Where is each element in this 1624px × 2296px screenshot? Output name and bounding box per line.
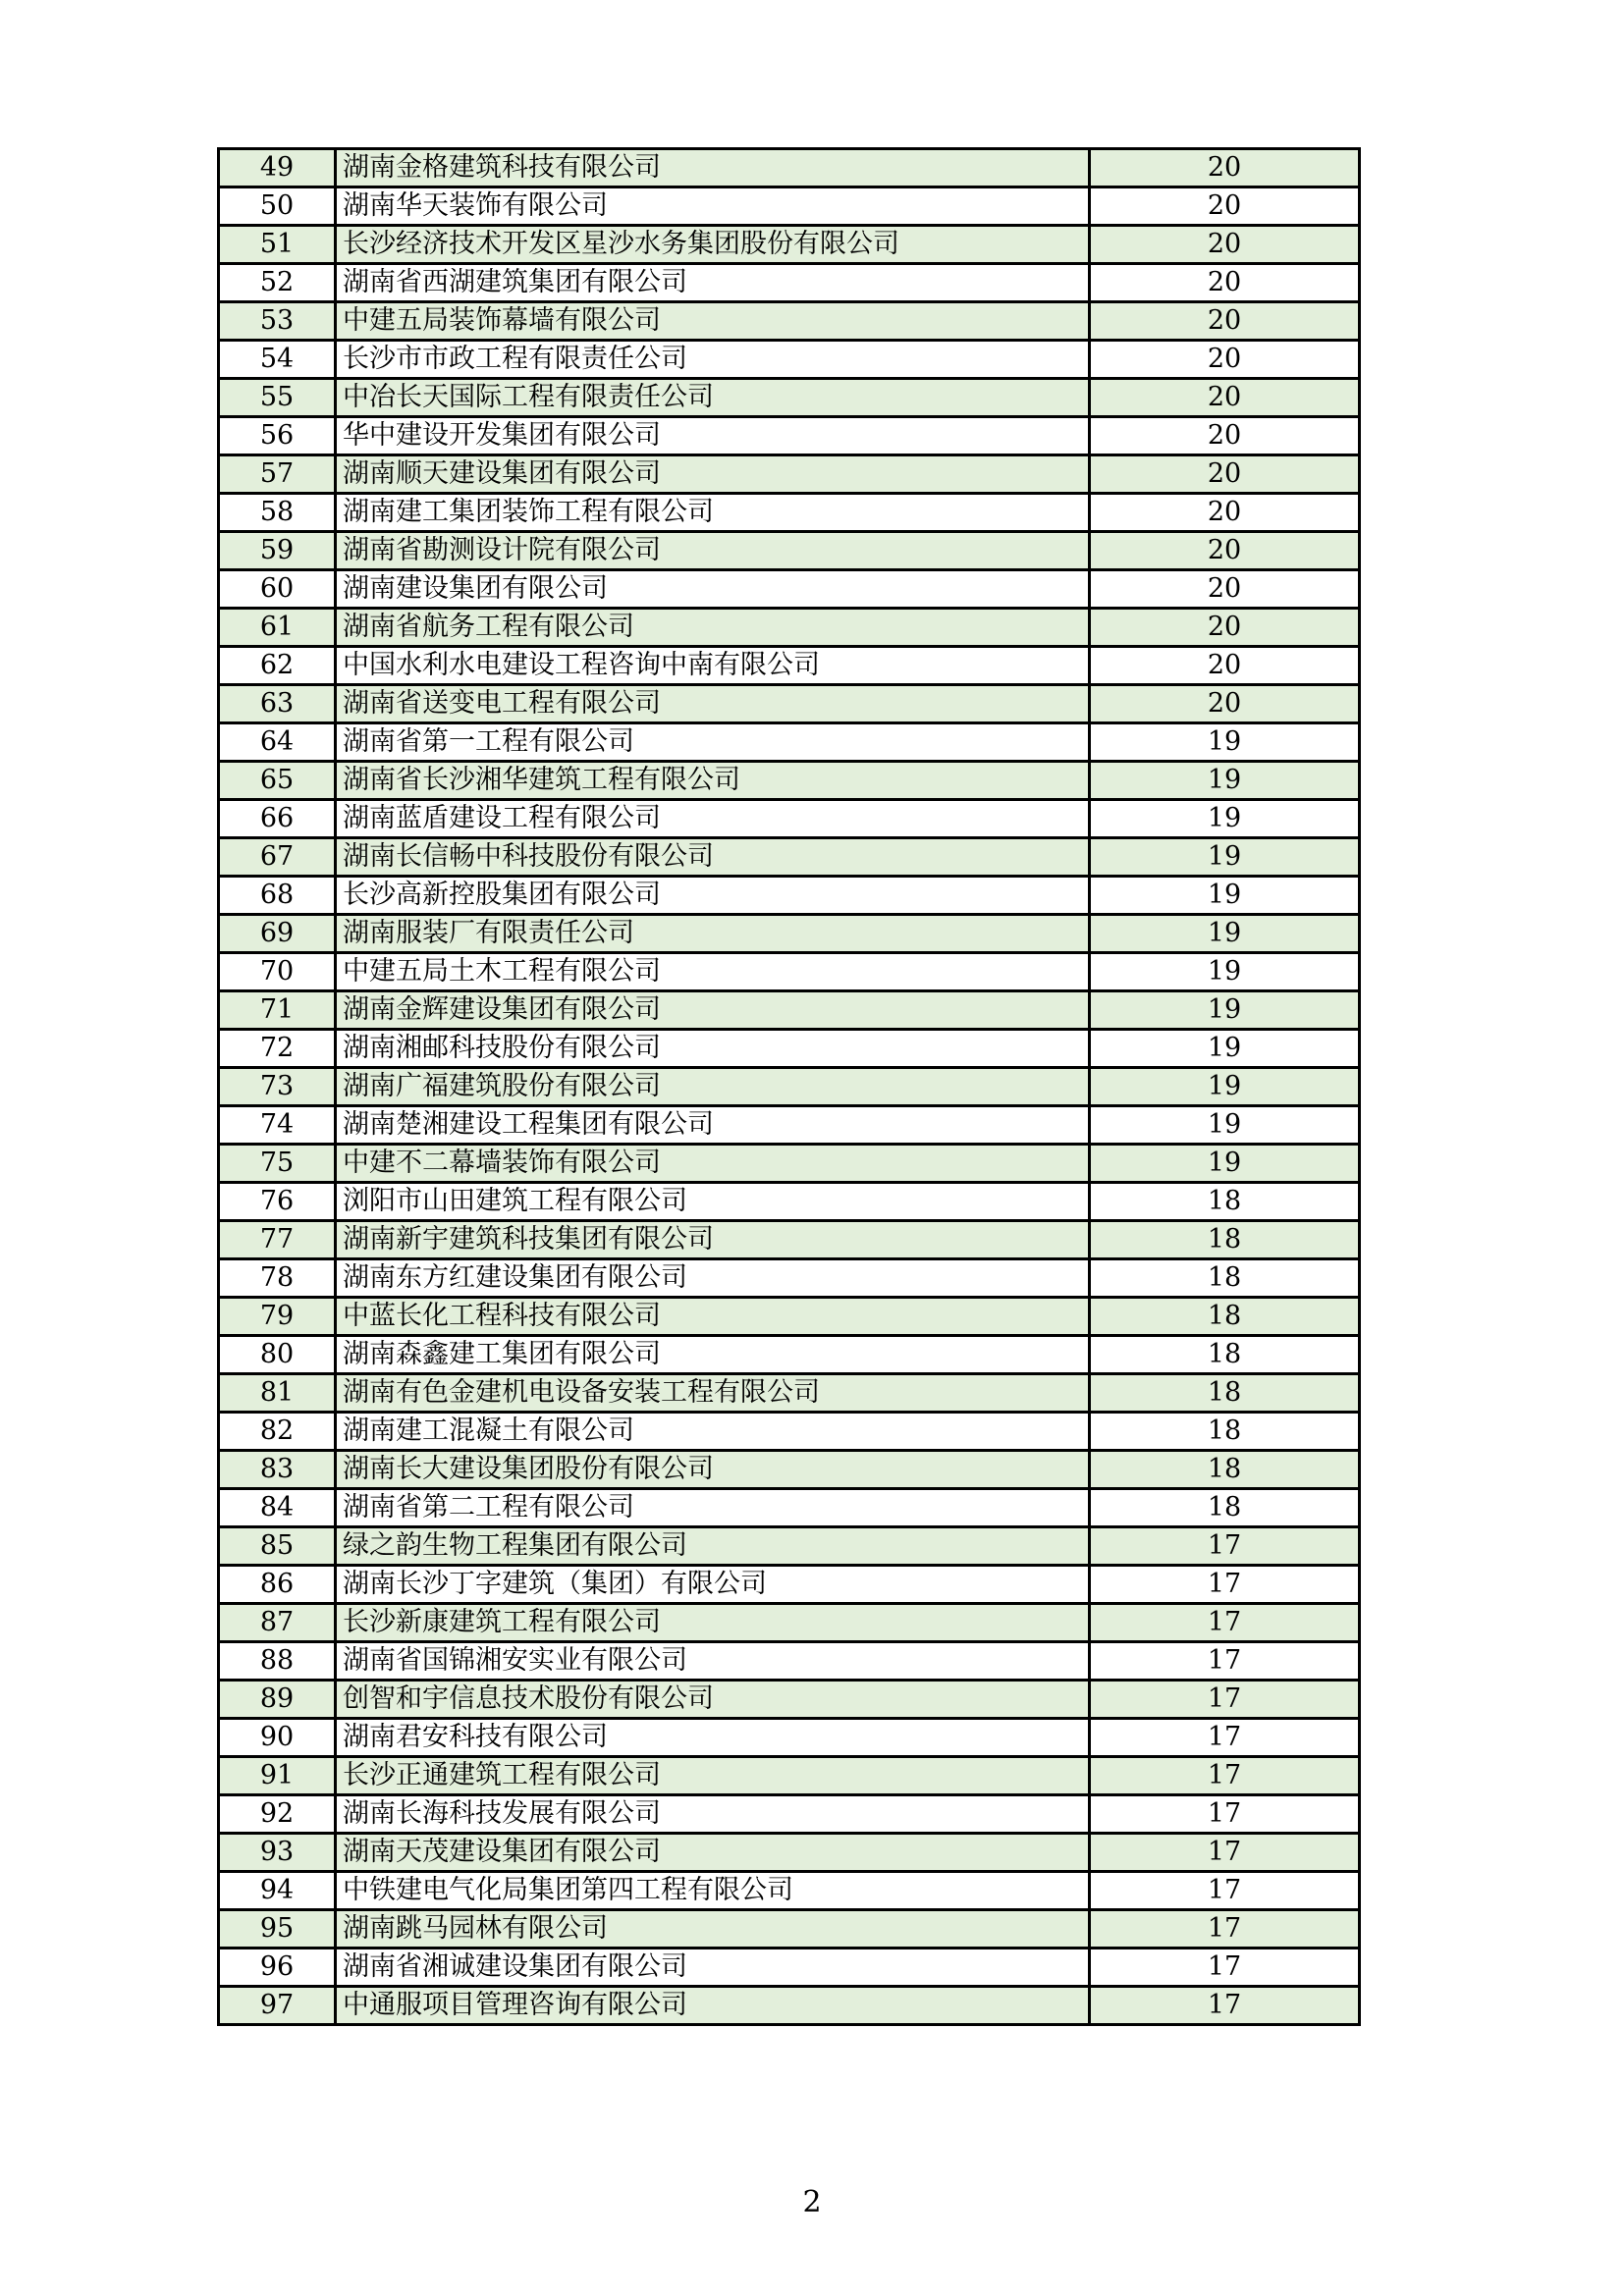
row-number-cell: 61 bbox=[219, 609, 336, 647]
company-name-cell: 中建不二幕墙装饰有限公司 bbox=[336, 1145, 1090, 1183]
score-cell: 17 bbox=[1090, 1757, 1360, 1795]
row-number-cell: 69 bbox=[219, 915, 336, 953]
score-cell: 19 bbox=[1090, 762, 1360, 800]
score-cell: 18 bbox=[1090, 1374, 1360, 1413]
company-name-cell: 绿之韵生物工程集团有限公司 bbox=[336, 1527, 1090, 1566]
table-row bbox=[219, 723, 1360, 762]
company-name-cell: 创智和宇信息技术股份有限公司 bbox=[336, 1681, 1090, 1719]
score-cell: 18 bbox=[1090, 1259, 1360, 1298]
company-name-cell: 湖南楚湘建设工程集团有限公司 bbox=[336, 1106, 1090, 1145]
score-cell: 17 bbox=[1090, 1527, 1360, 1566]
company-name-cell: 湖南顺天建设集团有限公司 bbox=[336, 455, 1090, 494]
score-cell: 19 bbox=[1090, 953, 1360, 991]
row-number-cell: 68 bbox=[219, 877, 336, 915]
score-cell: 20 bbox=[1090, 647, 1360, 685]
score-cell: 20 bbox=[1090, 685, 1360, 723]
table-row bbox=[219, 915, 1360, 953]
row-number-cell: 92 bbox=[219, 1795, 336, 1834]
row-number-cell: 52 bbox=[219, 264, 336, 302]
company-name-cell: 湖南湘邮科技股份有限公司 bbox=[336, 1030, 1090, 1068]
row-number-cell: 81 bbox=[219, 1374, 336, 1413]
company-name-cell: 湖南服装厂有限责任公司 bbox=[336, 915, 1090, 953]
table-row bbox=[219, 341, 1360, 379]
row-number-cell: 71 bbox=[219, 991, 336, 1030]
score-cell: 20 bbox=[1090, 149, 1360, 187]
table-row bbox=[219, 149, 1360, 187]
score-cell: 18 bbox=[1090, 1298, 1360, 1336]
table-row bbox=[219, 1298, 1360, 1336]
table-row bbox=[219, 455, 1360, 494]
table-row bbox=[219, 647, 1360, 685]
score-cell: 20 bbox=[1090, 417, 1360, 455]
company-name-cell: 长沙新康建筑工程有限公司 bbox=[336, 1604, 1090, 1642]
table-row bbox=[219, 1413, 1360, 1451]
company-name-cell: 湖南长海科技发展有限公司 bbox=[336, 1795, 1090, 1834]
company-name-cell: 湖南省勘测设计院有限公司 bbox=[336, 532, 1090, 570]
score-cell: 20 bbox=[1090, 264, 1360, 302]
row-number-cell: 50 bbox=[219, 187, 336, 226]
row-number-cell: 57 bbox=[219, 455, 336, 494]
company-name-cell: 中国水利水电建设工程咨询中南有限公司 bbox=[336, 647, 1090, 685]
row-number-cell: 88 bbox=[219, 1642, 336, 1681]
score-cell: 20 bbox=[1090, 379, 1360, 417]
row-number-cell: 91 bbox=[219, 1757, 336, 1795]
table-row bbox=[219, 991, 1360, 1030]
row-number-cell: 66 bbox=[219, 800, 336, 838]
row-number-cell: 63 bbox=[219, 685, 336, 723]
company-name-cell: 湖南省湘诚建设集团有限公司 bbox=[336, 1949, 1090, 1987]
company-name-cell: 中铁建电气化局集团第四工程有限公司 bbox=[336, 1872, 1090, 1910]
table-row bbox=[219, 1259, 1360, 1298]
company-name-cell: 湖南长信畅中科技股份有限公司 bbox=[336, 838, 1090, 877]
table-row bbox=[219, 800, 1360, 838]
company-name-cell: 中蓝长化工程科技有限公司 bbox=[336, 1298, 1090, 1336]
score-cell: 18 bbox=[1090, 1336, 1360, 1374]
score-cell: 19 bbox=[1090, 991, 1360, 1030]
row-number-cell: 76 bbox=[219, 1183, 336, 1221]
row-number-cell: 56 bbox=[219, 417, 336, 455]
score-cell: 17 bbox=[1090, 1681, 1360, 1719]
row-number-cell: 96 bbox=[219, 1949, 336, 1987]
table-row bbox=[219, 838, 1360, 877]
row-number-cell: 58 bbox=[219, 494, 336, 532]
row-number-cell: 85 bbox=[219, 1527, 336, 1566]
score-cell: 18 bbox=[1090, 1413, 1360, 1451]
table-row bbox=[219, 1030, 1360, 1068]
row-number-cell: 95 bbox=[219, 1910, 336, 1949]
company-name-cell: 湖南东方红建设集团有限公司 bbox=[336, 1259, 1090, 1298]
score-cell: 20 bbox=[1090, 532, 1360, 570]
row-number-cell: 78 bbox=[219, 1259, 336, 1298]
score-cell: 17 bbox=[1090, 1949, 1360, 1987]
row-number-cell: 90 bbox=[219, 1719, 336, 1757]
company-name-cell: 湖南省西湖建筑集团有限公司 bbox=[336, 264, 1090, 302]
table-row bbox=[219, 264, 1360, 302]
table-row bbox=[219, 532, 1360, 570]
table-row bbox=[219, 1145, 1360, 1183]
score-cell: 20 bbox=[1090, 226, 1360, 264]
table-row bbox=[219, 609, 1360, 647]
page-number: 2 bbox=[802, 2185, 822, 2219]
score-cell: 20 bbox=[1090, 187, 1360, 226]
company-name-cell: 湖南省第二工程有限公司 bbox=[336, 1489, 1090, 1527]
row-number-cell: 49 bbox=[219, 149, 336, 187]
company-name-cell: 中通服项目管理咨询有限公司 bbox=[336, 1987, 1090, 2025]
row-number-cell: 87 bbox=[219, 1604, 336, 1642]
score-cell: 19 bbox=[1090, 915, 1360, 953]
company-name-cell: 湖南有色金建机电设备安装工程有限公司 bbox=[336, 1374, 1090, 1413]
company-table bbox=[217, 147, 1361, 2026]
company-name-cell: 长沙正通建筑工程有限公司 bbox=[336, 1757, 1090, 1795]
company-name-cell: 华中建设开发集团有限公司 bbox=[336, 417, 1090, 455]
score-cell: 18 bbox=[1090, 1183, 1360, 1221]
table-row bbox=[219, 1949, 1360, 1987]
company-name-cell: 湖南华天装饰有限公司 bbox=[336, 187, 1090, 226]
table-row bbox=[219, 1374, 1360, 1413]
score-cell: 18 bbox=[1090, 1221, 1360, 1259]
table-row bbox=[219, 1489, 1360, 1527]
table-row bbox=[219, 1872, 1360, 1910]
table-row bbox=[219, 494, 1360, 532]
row-number-cell: 74 bbox=[219, 1106, 336, 1145]
score-cell: 20 bbox=[1090, 302, 1360, 341]
table-row bbox=[219, 953, 1360, 991]
row-number-cell: 73 bbox=[219, 1068, 336, 1106]
table-row bbox=[219, 1910, 1360, 1949]
table-row bbox=[219, 1681, 1360, 1719]
company-name-cell: 湖南森鑫建工集团有限公司 bbox=[336, 1336, 1090, 1374]
company-name-cell: 湖南蓝盾建设工程有限公司 bbox=[336, 800, 1090, 838]
company-name-cell: 湖南金辉建设集团有限公司 bbox=[336, 991, 1090, 1030]
company-name-cell: 中冶长天国际工程有限责任公司 bbox=[336, 379, 1090, 417]
score-cell: 18 bbox=[1090, 1489, 1360, 1527]
row-number-cell: 89 bbox=[219, 1681, 336, 1719]
company-name-cell: 湖南天茂建设集团有限公司 bbox=[336, 1834, 1090, 1872]
company-name-cell: 湖南省第一工程有限公司 bbox=[336, 723, 1090, 762]
score-cell: 20 bbox=[1090, 341, 1360, 379]
table-row bbox=[219, 1834, 1360, 1872]
company-name-cell: 中建五局装饰幕墙有限公司 bbox=[336, 302, 1090, 341]
row-number-cell: 55 bbox=[219, 379, 336, 417]
company-name-cell: 中建五局土木工程有限公司 bbox=[336, 953, 1090, 991]
row-number-cell: 65 bbox=[219, 762, 336, 800]
score-cell: 19 bbox=[1090, 838, 1360, 877]
company-name-cell: 湖南金格建筑科技有限公司 bbox=[336, 149, 1090, 187]
company-name-cell: 湖南省航务工程有限公司 bbox=[336, 609, 1090, 647]
company-name-cell: 湖南建设集团有限公司 bbox=[336, 570, 1090, 609]
row-number-cell: 93 bbox=[219, 1834, 336, 1872]
table-row bbox=[219, 685, 1360, 723]
company-name-cell: 湖南广福建筑股份有限公司 bbox=[336, 1068, 1090, 1106]
row-number-cell: 86 bbox=[219, 1566, 336, 1604]
table-row bbox=[219, 1068, 1360, 1106]
row-number-cell: 82 bbox=[219, 1413, 336, 1451]
row-number-cell: 54 bbox=[219, 341, 336, 379]
row-number-cell: 67 bbox=[219, 838, 336, 877]
row-number-cell: 62 bbox=[219, 647, 336, 685]
table-row bbox=[219, 187, 1360, 226]
score-cell: 19 bbox=[1090, 1145, 1360, 1183]
row-number-cell: 64 bbox=[219, 723, 336, 762]
row-number-cell: 53 bbox=[219, 302, 336, 341]
table-body bbox=[219, 149, 1360, 2025]
row-number-cell: 84 bbox=[219, 1489, 336, 1527]
table-row bbox=[219, 1757, 1360, 1795]
score-cell: 17 bbox=[1090, 1834, 1360, 1872]
score-cell: 17 bbox=[1090, 1719, 1360, 1757]
company-name-cell: 湖南建工混凝土有限公司 bbox=[336, 1413, 1090, 1451]
table-row bbox=[219, 1106, 1360, 1145]
table-row bbox=[219, 570, 1360, 609]
row-number-cell: 70 bbox=[219, 953, 336, 991]
score-cell: 20 bbox=[1090, 609, 1360, 647]
row-number-cell: 94 bbox=[219, 1872, 336, 1910]
score-cell: 19 bbox=[1090, 723, 1360, 762]
company-name-cell: 湖南建工集团装饰工程有限公司 bbox=[336, 494, 1090, 532]
table-row bbox=[219, 379, 1360, 417]
company-name-cell: 湖南跳马园林有限公司 bbox=[336, 1910, 1090, 1949]
table-row bbox=[219, 1604, 1360, 1642]
row-number-cell: 59 bbox=[219, 532, 336, 570]
score-cell: 17 bbox=[1090, 1566, 1360, 1604]
score-cell: 17 bbox=[1090, 1987, 1360, 2025]
score-cell: 18 bbox=[1090, 1451, 1360, 1489]
row-number-cell: 72 bbox=[219, 1030, 336, 1068]
company-name-cell: 湖南省长沙湘华建筑工程有限公司 bbox=[336, 762, 1090, 800]
company-name-cell: 湖南省送变电工程有限公司 bbox=[336, 685, 1090, 723]
company-name-cell: 湖南省国锦湘安实业有限公司 bbox=[336, 1642, 1090, 1681]
score-cell: 19 bbox=[1090, 1030, 1360, 1068]
score-cell: 19 bbox=[1090, 1106, 1360, 1145]
score-cell: 17 bbox=[1090, 1910, 1360, 1949]
score-cell: 17 bbox=[1090, 1795, 1360, 1834]
table-row bbox=[219, 1221, 1360, 1259]
row-number-cell: 83 bbox=[219, 1451, 336, 1489]
table-row bbox=[219, 1719, 1360, 1757]
score-cell: 17 bbox=[1090, 1872, 1360, 1910]
score-cell: 19 bbox=[1090, 877, 1360, 915]
table-row bbox=[219, 1527, 1360, 1566]
score-cell: 19 bbox=[1090, 1068, 1360, 1106]
table-row bbox=[219, 417, 1360, 455]
row-number-cell: 79 bbox=[219, 1298, 336, 1336]
company-name-cell: 湖南新宇建筑科技集团有限公司 bbox=[336, 1221, 1090, 1259]
table-row bbox=[219, 1566, 1360, 1604]
score-cell: 20 bbox=[1090, 494, 1360, 532]
table-row bbox=[219, 1795, 1360, 1834]
company-name-cell: 湖南君安科技有限公司 bbox=[336, 1719, 1090, 1757]
table-row bbox=[219, 302, 1360, 341]
company-name-cell: 浏阳市山田建筑工程有限公司 bbox=[336, 1183, 1090, 1221]
company-name-cell: 长沙经济技术开发区星沙水务集团股份有限公司 bbox=[336, 226, 1090, 264]
company-name-cell: 湖南长大建设集团股份有限公司 bbox=[336, 1451, 1090, 1489]
table-row bbox=[219, 877, 1360, 915]
table-row bbox=[219, 1451, 1360, 1489]
row-number-cell: 77 bbox=[219, 1221, 336, 1259]
company-name-cell: 长沙高新控股集团有限公司 bbox=[336, 877, 1090, 915]
company-name-cell: 长沙市市政工程有限责任公司 bbox=[336, 341, 1090, 379]
table-row bbox=[219, 1336, 1360, 1374]
row-number-cell: 60 bbox=[219, 570, 336, 609]
score-cell: 17 bbox=[1090, 1642, 1360, 1681]
ranking-table bbox=[217, 147, 1358, 2026]
company-name-cell: 湖南长沙丁字建筑（集团）有限公司 bbox=[336, 1566, 1090, 1604]
table-row bbox=[219, 1987, 1360, 2025]
table-row bbox=[219, 226, 1360, 264]
score-cell: 20 bbox=[1090, 570, 1360, 609]
row-number-cell: 75 bbox=[219, 1145, 336, 1183]
row-number-cell: 80 bbox=[219, 1336, 336, 1374]
table-row bbox=[219, 1642, 1360, 1681]
score-cell: 20 bbox=[1090, 455, 1360, 494]
score-cell: 17 bbox=[1090, 1604, 1360, 1642]
row-number-cell: 97 bbox=[219, 1987, 336, 2025]
row-number-cell: 51 bbox=[219, 226, 336, 264]
table-row bbox=[219, 762, 1360, 800]
score-cell: 19 bbox=[1090, 800, 1360, 838]
table-row bbox=[219, 1183, 1360, 1221]
